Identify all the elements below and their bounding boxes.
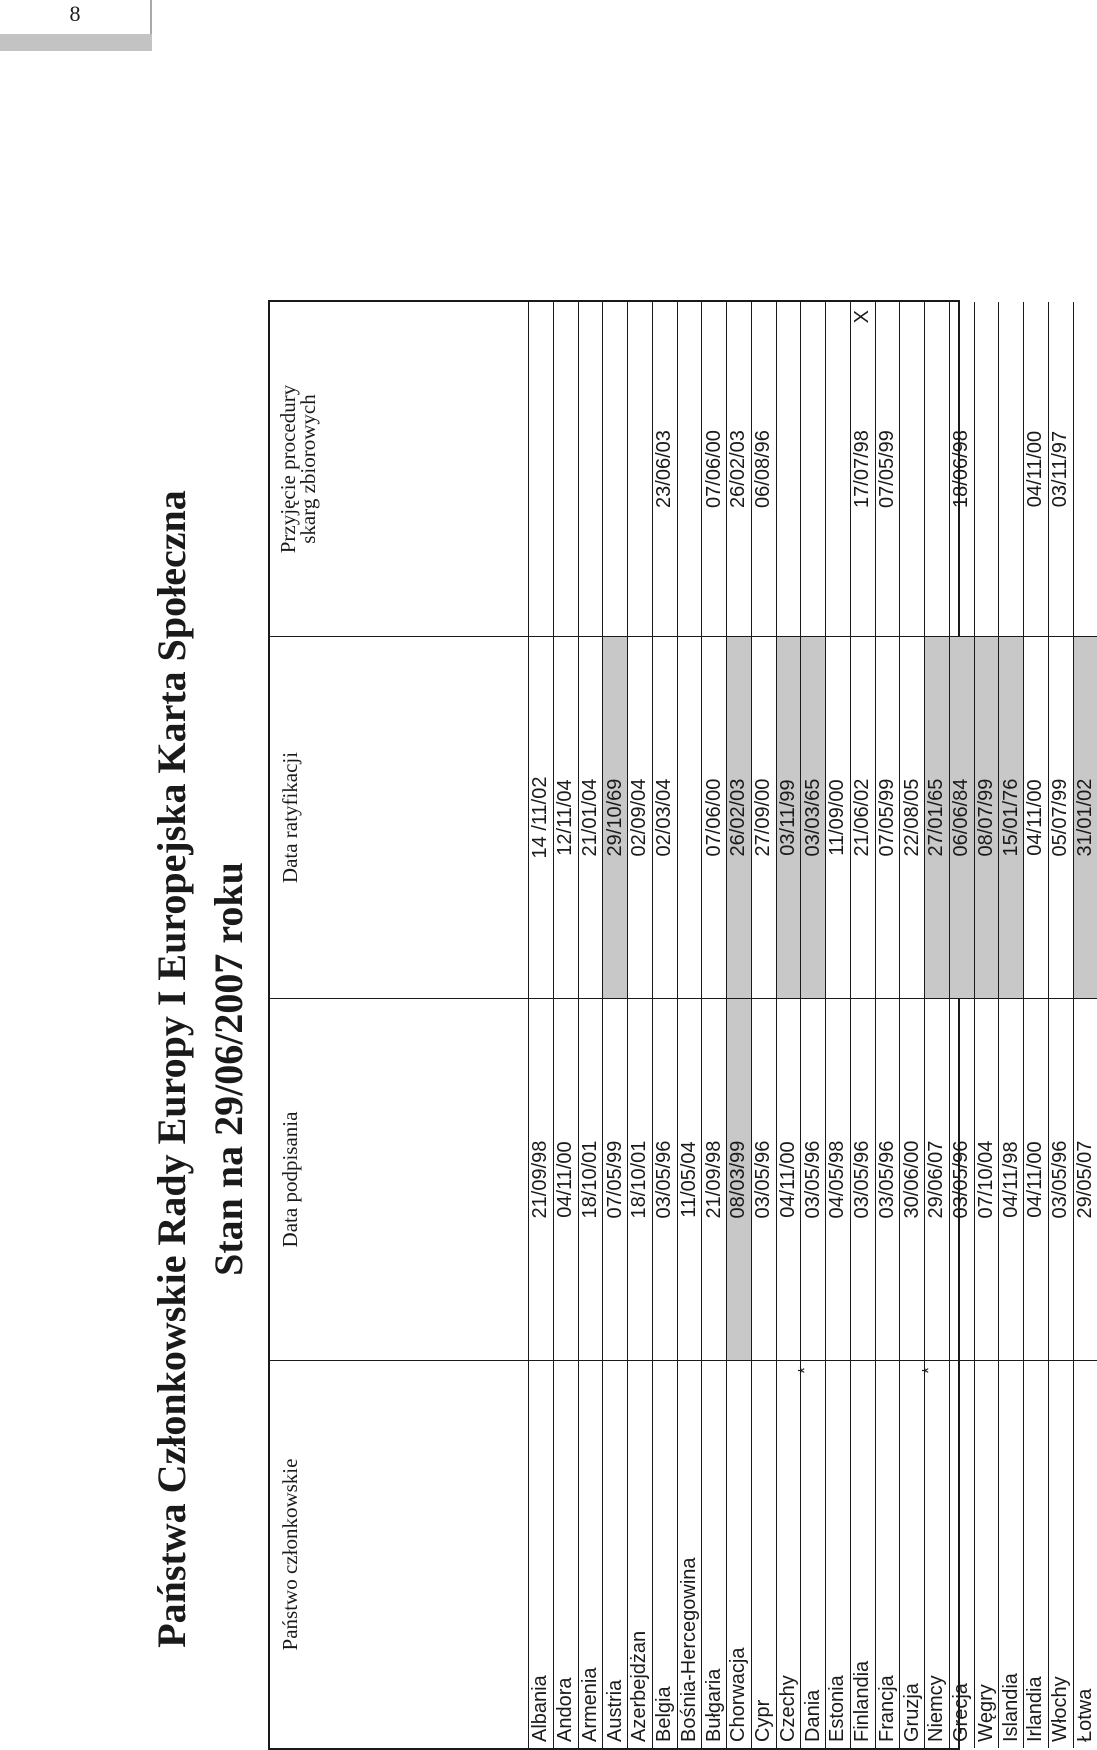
table-row: [850, 302, 875, 1748]
cell-ratified-date: 31/01/02: [1074, 636, 1097, 998]
cell-signed-date: 03/05/96: [876, 998, 900, 1360]
cell-collective-complaints-date: [1049, 302, 1073, 636]
cell-collective-complaints-date: [1074, 302, 1097, 636]
header-ratified: Data ratyfikacji: [270, 636, 528, 998]
cell-country: [579, 1360, 603, 1748]
cell-country: [678, 1360, 702, 1748]
cell-signed-date: 29/05/07: [1074, 998, 1097, 1360]
cell-ratified-date: 02/03/04: [653, 636, 677, 998]
collective-complaints-date: 07/05/99: [875, 430, 898, 508]
country-name: Finlandia: [851, 1660, 874, 1742]
document-title: Państwa Członkowskie Rady Europy I Europejska Karta Społeczna: [149, 490, 194, 1648]
cell-signed-date: 08/03/99: [727, 998, 751, 1360]
cell-signed-date: 03/05/96: [653, 998, 677, 1360]
table-row: [776, 302, 801, 1748]
cell-signed-date: 04/05/98: [826, 998, 850, 1360]
country-name: Chorwacja: [727, 1647, 750, 1742]
cell-collective-complaints-date: [801, 302, 825, 636]
cell-country: [727, 1360, 751, 1748]
collective-complaints-date: 26/02/03: [727, 430, 750, 508]
footnote-star: *: [919, 1367, 939, 1375]
cell-country: [603, 1360, 627, 1748]
cell-ratified-date: 21/06/02: [851, 636, 875, 998]
country-name: Cypr: [752, 1699, 775, 1742]
table-row: [949, 302, 974, 1748]
table-row: [875, 302, 900, 1748]
table-row: [998, 302, 1023, 1748]
cell-signed-date: 03/05/96: [801, 998, 825, 1360]
header-collective-complaints: [270, 302, 528, 636]
cell-ratified-date: [678, 636, 702, 998]
table-row: [1073, 302, 1097, 1748]
cell-collective-complaints-date: [975, 302, 999, 636]
cell-country: [851, 1360, 875, 1748]
cell-signed-date: 04/11/00: [777, 998, 801, 1360]
cell-collective-complaints-date: [826, 302, 850, 636]
cell-country: [529, 1360, 553, 1748]
x-mark: X: [850, 310, 873, 324]
cell-ratified-date: 07/06/00: [702, 636, 726, 998]
country-name: Węgry: [974, 1684, 997, 1742]
collective-complaints-date: 03/11/97: [1049, 430, 1072, 508]
collective-complaints-date: 23/06/03: [653, 430, 676, 508]
country-name: Bośnia-Hercegowina: [677, 1557, 700, 1742]
cell-signed-date: 11/05/04: [678, 998, 702, 1360]
country-name: Niemcy: [925, 1675, 948, 1742]
cell-collective-complaints-date: [777, 302, 801, 636]
cell-ratified-date: 14 /11/02: [529, 636, 553, 998]
cell-ratified-date: 06/06/84: [950, 636, 974, 998]
cell-ratified-date: 12/11/04: [554, 636, 578, 998]
cell-ratified-date: 02/09/04: [628, 636, 652, 998]
cell-country: [554, 1360, 578, 1748]
country-name: Irlandia: [1024, 1676, 1047, 1742]
country-name: Dania: [801, 1689, 824, 1742]
country-name: Czechy: [776, 1675, 799, 1742]
cell-ratified-date: 22/08/05: [900, 636, 924, 998]
table-row: [627, 302, 652, 1748]
cell-collective-complaints-date: [1024, 302, 1048, 636]
cell-collective-complaints-date: [727, 302, 751, 636]
cell-signed-date: 04/11/98: [999, 998, 1023, 1360]
collective-complaints-date: 17/07/98: [851, 430, 874, 508]
cell-country: [752, 1360, 776, 1748]
country-name: Włochy: [1049, 1676, 1072, 1742]
cell-signed-date: 18/10/01: [579, 998, 603, 1360]
cell-ratified-date: 15/01/76: [999, 636, 1023, 998]
cell-collective-complaints-date: [554, 302, 578, 636]
table-row: [795, 302, 825, 1748]
cell-collective-complaints-date: [851, 302, 875, 636]
table-header-row: [270, 302, 528, 1748]
header-signed: Data podpisania: [270, 998, 528, 1360]
cell-signed-date: 04/11/00: [554, 998, 578, 1360]
cell-signed-date: 21/09/98: [529, 998, 553, 1360]
document-subtitle: Stan na 29/06/2007 roku: [206, 862, 251, 1276]
cell-signed-date: 07/05/99: [603, 998, 627, 1360]
cell-country: [1074, 1360, 1097, 1748]
country-name: Islandia: [999, 1673, 1022, 1742]
country-name: Azerbejdżan: [628, 1630, 651, 1742]
cell-signed-date: 03/05/96: [752, 998, 776, 1360]
country-name: Belgia: [653, 1686, 676, 1742]
table-row: [528, 302, 553, 1748]
cell-country: [876, 1360, 900, 1748]
header-collective-line2: skarg zbiorowych: [296, 394, 320, 544]
cell-country: [826, 1360, 850, 1748]
cell-country: [999, 1360, 1023, 1748]
cell-signed-date: 30/06/00: [900, 998, 924, 1360]
table-row: [677, 302, 702, 1748]
cell-collective-complaints-date: [925, 302, 949, 636]
table-row: [919, 302, 949, 1748]
cell-country: [702, 1360, 726, 1748]
cell-country: [653, 1360, 677, 1748]
cell-ratified-date: 21/01/04: [579, 636, 603, 998]
table-row: [652, 302, 677, 1748]
country-name: Andora: [554, 1677, 577, 1742]
country-name: Gruzja: [900, 1683, 923, 1742]
cell-collective-complaints-date: [752, 302, 776, 636]
cell-country: [950, 1360, 974, 1748]
cell-collective-complaints-date: [579, 302, 603, 636]
cell-ratified-date: 08/07/99: [975, 636, 999, 998]
cell-ratified-date: 26/02/03: [727, 636, 751, 998]
footnote-star: *: [795, 1367, 816, 1375]
table-row: [825, 302, 850, 1748]
header-collective-line1: Przyjęcie procedury: [276, 384, 300, 554]
ratification-table: [268, 300, 1096, 1750]
cell-ratified-date: 29/10/69: [603, 636, 627, 998]
collective-complaints-date: 18/06/98: [950, 430, 973, 508]
cell-signed-date: 03/05/96: [950, 998, 974, 1360]
page-number: 8: [69, 1, 81, 26]
table-row: [899, 302, 924, 1748]
cell-country: [975, 1360, 999, 1748]
cell-ratified-date: 05/07/99: [1049, 636, 1073, 998]
country-name: Austria: [603, 1679, 626, 1742]
cell-signed-date: 21/09/98: [702, 998, 726, 1360]
cell-signed-date: 29/06/07: [925, 998, 949, 1360]
table-row: [1048, 302, 1073, 1748]
cell-collective-complaints-date: [628, 302, 652, 636]
cell-country: [1024, 1360, 1048, 1748]
cell-collective-complaints-date: [678, 302, 702, 636]
country-name: Armenia: [578, 1667, 601, 1742]
cell-collective-complaints-date: [999, 302, 1023, 636]
header-country: Państwo członkowskie: [270, 1360, 528, 1748]
country-name: Łotwa: [1073, 1688, 1096, 1742]
cell-collective-complaints-date: [603, 302, 627, 636]
cell-signed-date: 18/10/01: [628, 998, 652, 1360]
table-row: [1023, 302, 1048, 1748]
cell-ratified-date: 07/05/99: [876, 636, 900, 998]
table-row: [602, 302, 627, 1748]
cell-ratified-date: 27/01/65: [925, 636, 949, 998]
collective-complaints-date: 04/11/00: [1024, 430, 1047, 508]
country-name: Bułgaria: [702, 1668, 725, 1742]
table-row: [726, 302, 751, 1748]
cell-ratified-date: 27/09/00: [752, 636, 776, 998]
cell-collective-complaints-date: [950, 302, 974, 636]
cell-country: [919, 1360, 949, 1748]
cell-country: [795, 1360, 825, 1748]
table-row: [751, 302, 776, 1748]
cell-collective-complaints-date: [653, 302, 677, 636]
cell-country: [628, 1360, 652, 1748]
cell-collective-complaints-date: [876, 302, 900, 636]
cell-signed-date: 03/05/96: [1049, 998, 1073, 1360]
table-row: [578, 302, 603, 1748]
country-name: Grecja: [950, 1683, 973, 1742]
cell-ratified-date: 11/09/00: [826, 636, 850, 998]
country-name: Estonia: [826, 1675, 849, 1742]
cell-collective-complaints-date: [900, 302, 924, 636]
cell-ratified-date: 03/03/65: [801, 636, 825, 998]
cell-collective-complaints-date: [702, 302, 726, 636]
cell-country: [1049, 1360, 1073, 1748]
country-name: Francja: [875, 1675, 898, 1742]
table-row: [701, 302, 726, 1748]
cell-country: [900, 1360, 924, 1748]
cell-ratified-date: 03/11/99: [777, 636, 801, 998]
cell-signed-date: 03/05/96: [851, 998, 875, 1360]
cell-country: [777, 1360, 801, 1748]
country-name: Albania: [529, 1675, 552, 1742]
cell-signed-date: 04/11/00: [1024, 998, 1048, 1360]
collective-complaints-date: 07/06/00: [702, 430, 725, 508]
cell-signed-date: 07/10/04: [975, 998, 999, 1360]
cell-ratified-date: 04/11/00: [1024, 636, 1048, 998]
collective-complaints-date: 06/08/96: [752, 430, 775, 508]
table-row: [974, 302, 999, 1748]
cell-collective-complaints-date: [529, 302, 553, 636]
table-row: [553, 302, 578, 1748]
